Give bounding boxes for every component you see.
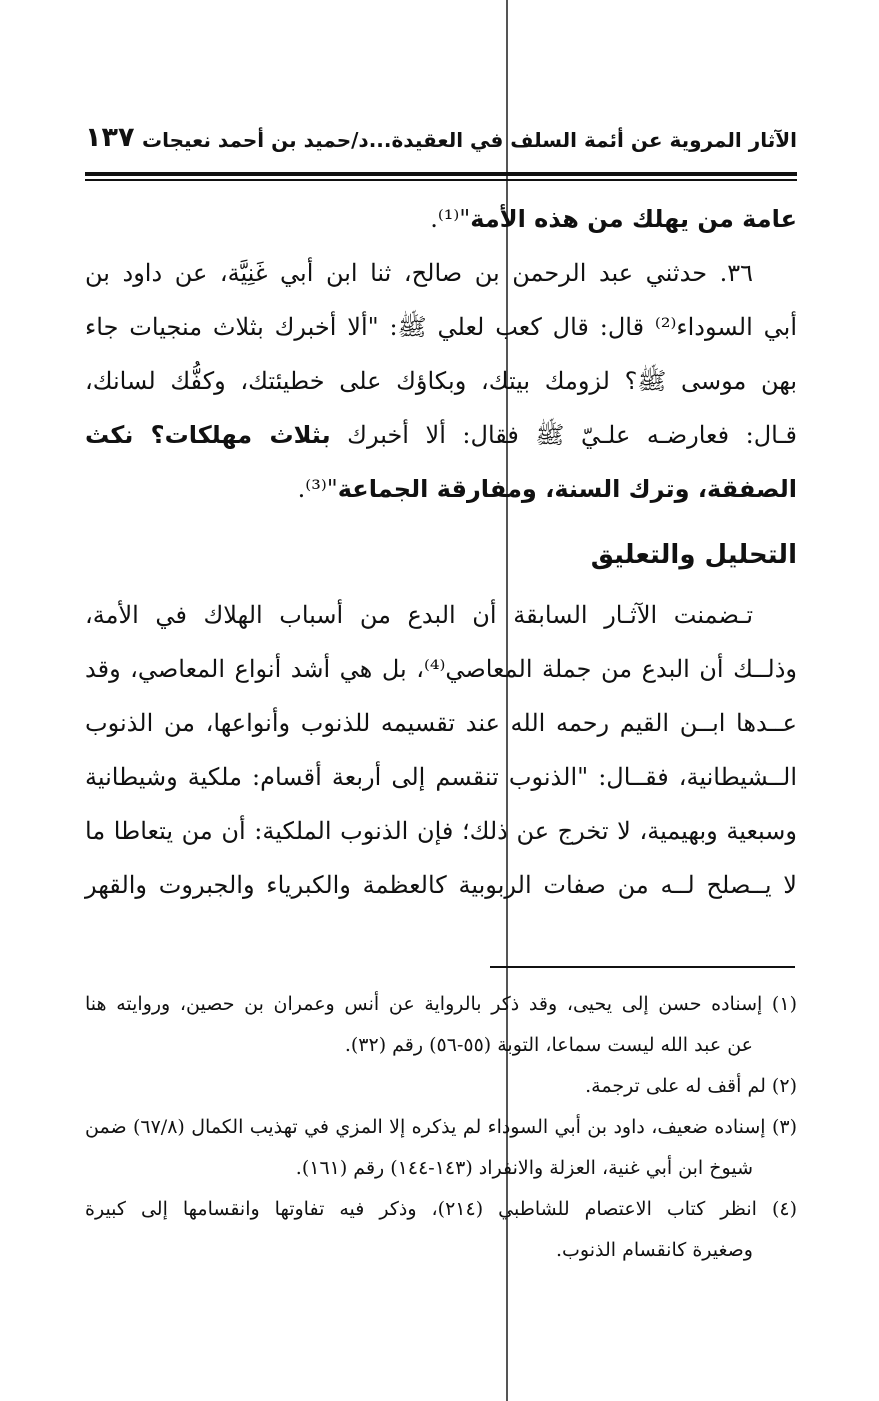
footnote-3-cont: شيوخ ابن أبي غنية، العزلة والانفراد (١٤٣-١٤٤) رقم (١٦١). — [295, 1157, 753, 1179]
header-rule-thick — [85, 172, 797, 176]
footnote-4: (٤) انظر كتاب الاعتصام للشاطبي (٢١٤)، وذكر فيه تفاوتها وانقسامها إلى كبيرة — [85, 1198, 797, 1220]
header-rule-thin — [85, 179, 797, 181]
text-line — [85, 192, 797, 246]
text-fragment: قـال: فعارضـه علـيّ ﷺ فقال: ألا أخبرك — [347, 421, 797, 449]
analysis-line: وذلــك أن البدع من جملة المعاصي⁽⁴⁾، بل هي أشد أنواع المعاصي، وقد — [85, 655, 797, 683]
analysis-line: لا يــصلح لــه من صفات الربوبية كالعظمة والكبرياء والجبروت والقهر — [85, 871, 797, 899]
main-text — [85, 192, 797, 912]
bold-phrase: عامة من يهلك من هذه الأمة — [470, 205, 797, 233]
athar-36-line — [85, 408, 797, 462]
footnote-3: (٣) إسناده ضعيف، داود بن أبي السوداء لم يذكره إلا المزي في تهذيب الكمال (٦٧/٨) ضمن — [85, 1116, 797, 1138]
section-title: التحليل والتعليق — [590, 540, 797, 570]
analysis-line: تـضمنت الآثـار السابقة أن البدع من أسباب الهلاك في الأمة، — [85, 601, 753, 629]
analysis-line: عــدها ابــن القيم رحمه الله عند تقسيمه للذنوب وأنواعها، من الذنوب — [85, 709, 797, 737]
footnote-2: (٢) لم أقف له على ترجمة. — [585, 1075, 797, 1097]
footnotes — [85, 984, 797, 1271]
bold-phrase: بثلاث مهلكات؟ نكث — [85, 421, 331, 449]
text-fragment: "⁽³⁾. — [297, 475, 338, 503]
footnote-1: (١) إسناده حسن إلى يحيى، وقد ذكر بالرواية عن أنس وعمران بن حصين، وروايته هنا — [85, 993, 797, 1015]
bold-phrase: الصفقة، وترك السنة، ومفارقة الجماعة — [337, 475, 797, 503]
text-fragment: "⁽¹⁾. — [430, 205, 471, 233]
athar-36-line — [85, 462, 797, 516]
footnote-4-cont: وصغيرة كانقسام الذنوب. — [555, 1239, 753, 1261]
athar-36-line: بهن موسى ﷺ؟ لزومك بيتك، وبكاؤك على خطيئتك، وكفُّك لسانك، — [85, 367, 797, 395]
header-title: الآثار المروية عن أئمة السلف في العقيدة...د/حميد بن أحمد نعيجات — [141, 128, 797, 152]
athar-36-line: ٣٦. حدثني عبد الرحمن بن صالح، ثنا ابن أبي غَنِيَّة، عن داود بن — [85, 259, 753, 287]
footnote-1-cont: عن عبد الله ليست سماعا، التوبة (٥٥-٥٦) رقم (٣٢). — [344, 1034, 753, 1056]
athar-36-line: أبي السوداء⁽²⁾ قال: قال كعب لعلي ﷺ: "ألا أخبرك بثلاث منجيات جاء — [85, 313, 798, 341]
footnote-separator — [490, 966, 795, 968]
page-number: ١٣٧ — [85, 122, 135, 153]
analysis-line: وسبعية وبهيمية، لا تخرج عن ذلك؛ فإن الذنوب الملكية: أن من يتعاطا ما — [85, 817, 797, 845]
running-header — [85, 120, 797, 166]
analysis-line: الــشيطانية، فقــال: "الذنوب تنقسم إلى أربعة أقسام: ملكية وشيطانية — [85, 763, 797, 791]
